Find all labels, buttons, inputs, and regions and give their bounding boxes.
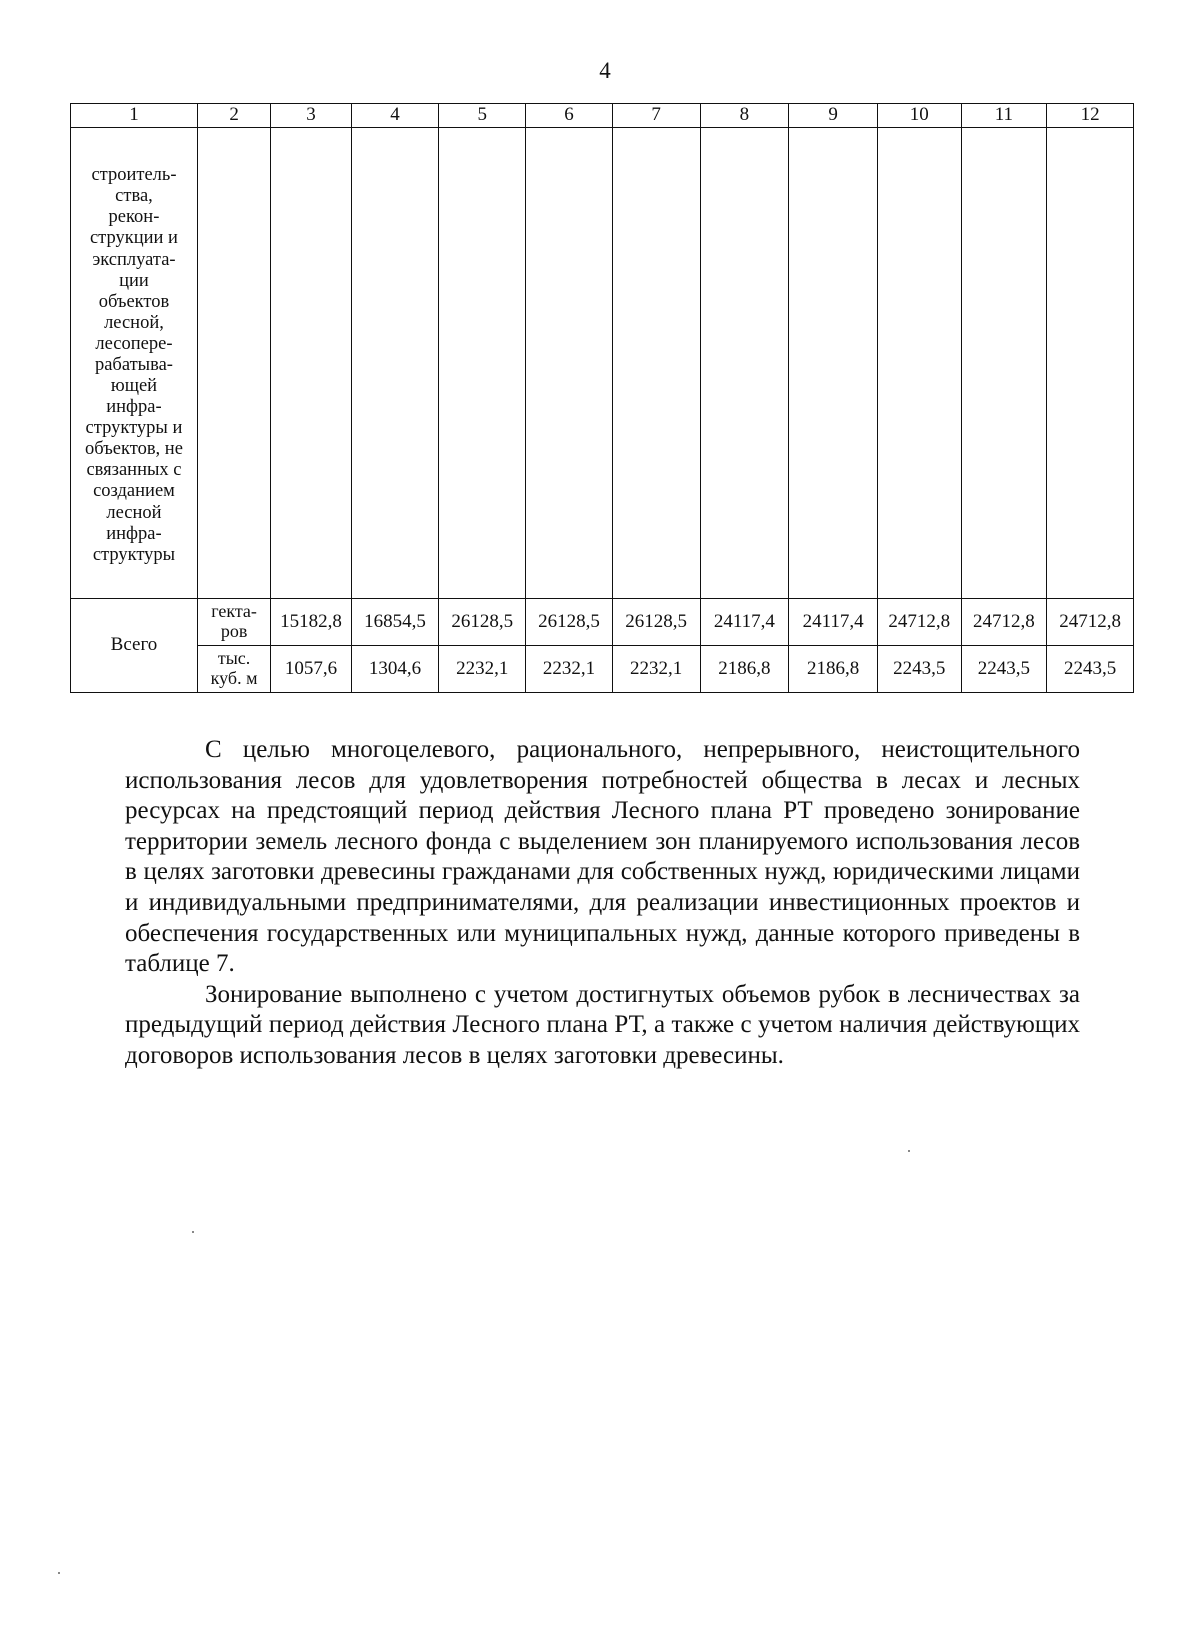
description-line: строитель- [91,165,177,186]
description-line: лесопере- [95,333,173,354]
description-line: ющей [110,376,158,397]
description-cell [71,128,198,599]
empty-cell [789,128,878,599]
unit-cell [197,646,270,693]
column-number: 6 [526,104,613,128]
unit-cell [197,599,270,646]
table-row-total-hectares [71,599,1134,646]
description-line: лесной, [104,312,164,333]
column-number: 8 [700,104,789,128]
description-line: структуры [92,544,176,565]
value-cell: 2186,8 [789,646,878,693]
table-row-total-volume [71,646,1134,693]
value-cell: 24712,8 [878,599,962,646]
unit-line: ров [220,621,248,641]
description-line: ции [119,270,149,291]
empty-cell [1047,128,1134,599]
description-line: инфра- [106,523,162,544]
value-cell: 2243,5 [961,646,1047,693]
value-cell: 24117,4 [700,599,789,646]
forest-use-table [70,103,1134,693]
table-header-row [71,104,1134,128]
value-cell: 16854,5 [351,599,439,646]
value-cell: 2243,5 [1047,646,1134,693]
description-line: ства, [115,186,153,207]
column-number: 7 [612,104,700,128]
empty-cell [439,128,526,599]
value-cell: 26128,5 [439,599,526,646]
page-number: 4 [599,58,611,83]
empty-cell [612,128,700,599]
value-cell: 2232,1 [526,646,613,693]
value-cell: 2243,5 [878,646,962,693]
description-line: рабатыва- [94,354,173,375]
empty-cell [878,128,962,599]
column-number: 1 [71,104,198,128]
description-line: лесной [106,502,162,523]
description-line: объектов [98,291,170,312]
column-number: 3 [271,104,351,128]
scan-speck [58,1572,60,1574]
unit-line: тыс. [217,648,251,669]
scan-speck [908,1150,910,1152]
value-cell: 15182,8 [271,599,351,646]
column-number: 11 [961,104,1047,128]
paragraph: Зонирование выполнено с учетом достигнутых объемов рубок в лесничествах за предыдущий период действия Лесного плана РТ, а также с учетом наличия действующих договоров использования лесов в целях заготовки древесины. [125,980,1080,1069]
value-cell: 1304,6 [351,646,439,693]
empty-cell [197,128,270,599]
empty-cell [700,128,789,599]
value-cell: 24712,8 [1047,599,1134,646]
value-cell: 2232,1 [612,646,700,693]
value-cell: 2232,1 [439,646,526,693]
column-number: 10 [878,104,962,128]
value-cell: 26128,5 [526,599,613,646]
description-line: эксплуата- [92,249,176,270]
column-number: 5 [439,104,526,128]
description-line: объектов, не [85,439,183,460]
value-cell: 1057,6 [271,646,351,693]
column-number: 2 [197,104,270,128]
description-line: струкции и [89,228,178,249]
empty-cell [526,128,613,599]
table-row [71,128,1134,599]
value-cell: 2186,8 [700,646,789,693]
value-cell: 26128,5 [612,599,700,646]
description-line: связанных с [86,460,182,481]
column-number: 9 [789,104,878,128]
column-number: 12 [1047,104,1134,128]
empty-cell [271,128,351,599]
unit-line: гекта- [211,601,257,622]
body-text [125,735,1080,1072]
description-line: инфра- [106,397,162,418]
total-label: Всего [71,599,198,693]
value-cell: 24117,4 [789,599,878,646]
description-line: созданием [93,481,175,502]
empty-cell [351,128,439,599]
column-number: 4 [351,104,439,128]
value-cell: 24712,8 [961,599,1047,646]
scan-speck [192,1231,194,1233]
paragraph: С целью многоцелевого, рационального, непрерывного, неистощительного использования лесов для удовлетворения потребностей общества в лесах и лесных ресурсах на предстоящий период действия Лесного плана РТ проведено зонирование территории земель лесного фонда с выделением зон планируемого использования лесов в целях заготовки древесины гражданами для собственных нужд, юридическими лицами и индивидуальными предпринимателями, для реализации инвестиционных проектов и обеспечения государственных или муниципальных нужд, данные которого приведены в таблице 7. [125,736,1080,978]
description-line: рекон- [108,207,160,228]
unit-line: куб. м [210,668,258,688]
description-line: структуры и [85,418,183,439]
empty-cell [961,128,1047,599]
